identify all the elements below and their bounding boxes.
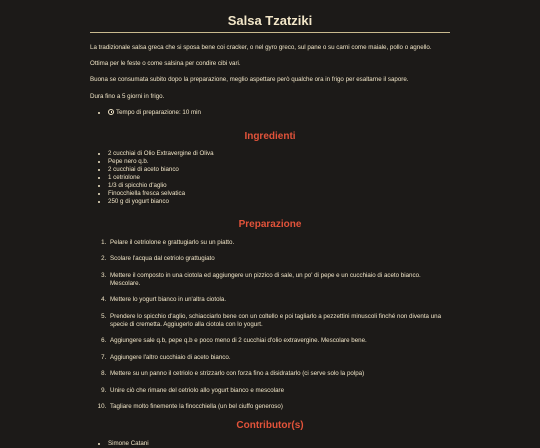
step-item: 10. Tagliare molto finemente la finocchiella (un bel ciuffo generoso) <box>108 403 450 411</box>
list-item: • 250 g di yogurt bianco <box>108 198 450 206</box>
intro-paragraph: Dura fino a 5 giorni in frigo. <box>90 92 165 100</box>
step-item: 6. Aggiungere sale q.b, pepe q.b e poco meno di 2 cucchiai d'olio extravergine. Mescolare bene. <box>108 337 450 345</box>
step-item: 8. Mettere su un panno il cetriolo e strizzarlo con forza fino a disidratarlo (ci serve solo la polpa) <box>108 370 450 378</box>
list-item: • 2 cucchiai di aceto bianco <box>108 166 450 174</box>
ingredients-heading: Ingredienti <box>244 131 296 143</box>
intro-section <box>90 44 450 101</box>
clock-icon <box>108 109 114 115</box>
list-item: • 1/3 di spicchio d'aglio <box>108 182 450 190</box>
list-item: • Pepe nero q.b. <box>108 158 450 166</box>
ingredients-list <box>90 150 450 206</box>
contributor-item: • Simone Catani <box>108 440 450 448</box>
intro-paragraph: Buona se consumata subito dopo la preparazione, meglio aspettare però qualche ora in frigo per esaltarne il sapore. <box>90 76 409 84</box>
step-item: 7. Aggiungere l'altro cucchiaio di aceto bianco. <box>108 354 450 362</box>
step-item: 3. Mettere il composto in una ciotola ed aggiungere un pizzico di sale, un po' di pepe e un cucchiaio di aceto bianco. Mescolare. <box>108 272 450 288</box>
prep-time-item <box>108 109 450 117</box>
contributors-heading: Contributor(s) <box>236 420 304 432</box>
step-item: 1. Pelare il cetriolone e grattugiarlo su un piatto. <box>108 239 450 247</box>
step-item: 9. Unire ciò che rimane del cetriolo allo yogurt bianco e mescolare <box>108 387 450 395</box>
list-item: • 1 cetriolone <box>108 174 450 182</box>
meta-list <box>90 109 450 117</box>
step-item: 2. Scolare l'acqua dal cetriolo grattugiato <box>108 255 450 263</box>
preparation-heading: Preparazione <box>238 219 302 231</box>
page-title: Salsa Tzatziki <box>90 0 450 33</box>
list-item: • Finocchiella fresca selvatica <box>108 190 450 198</box>
list-item: • 2 cucchiai di Olio Extravergine di Oliva <box>108 150 450 158</box>
preparation-steps <box>90 239 450 411</box>
intro-paragraph: Ottima per le feste o come salsina per condire cibi vari. <box>90 59 241 67</box>
intro-paragraph: La tradizionale salsa greca che si sposa bene coi cracker, o nel gyro greco, sul pane o su carni come maiale, pollo o agnello. <box>90 43 432 51</box>
contributors-list <box>90 440 450 448</box>
prep-time-text: Tempo di preparazione: 10 min <box>116 108 201 116</box>
step-item: 5. Prendere lo spicchio d'aglio, schiacciarlo bene con un coltello e poi tagliarlo a pezzettini minuscoli finché non diventa una specie di cremetta. Aggiugerlo alla ciotola con lo yogurt. <box>108 313 450 329</box>
step-item: 4. Mettere lo yogurt bianco in un'altra ciotola. <box>108 296 450 304</box>
recipe-page <box>90 0 450 448</box>
